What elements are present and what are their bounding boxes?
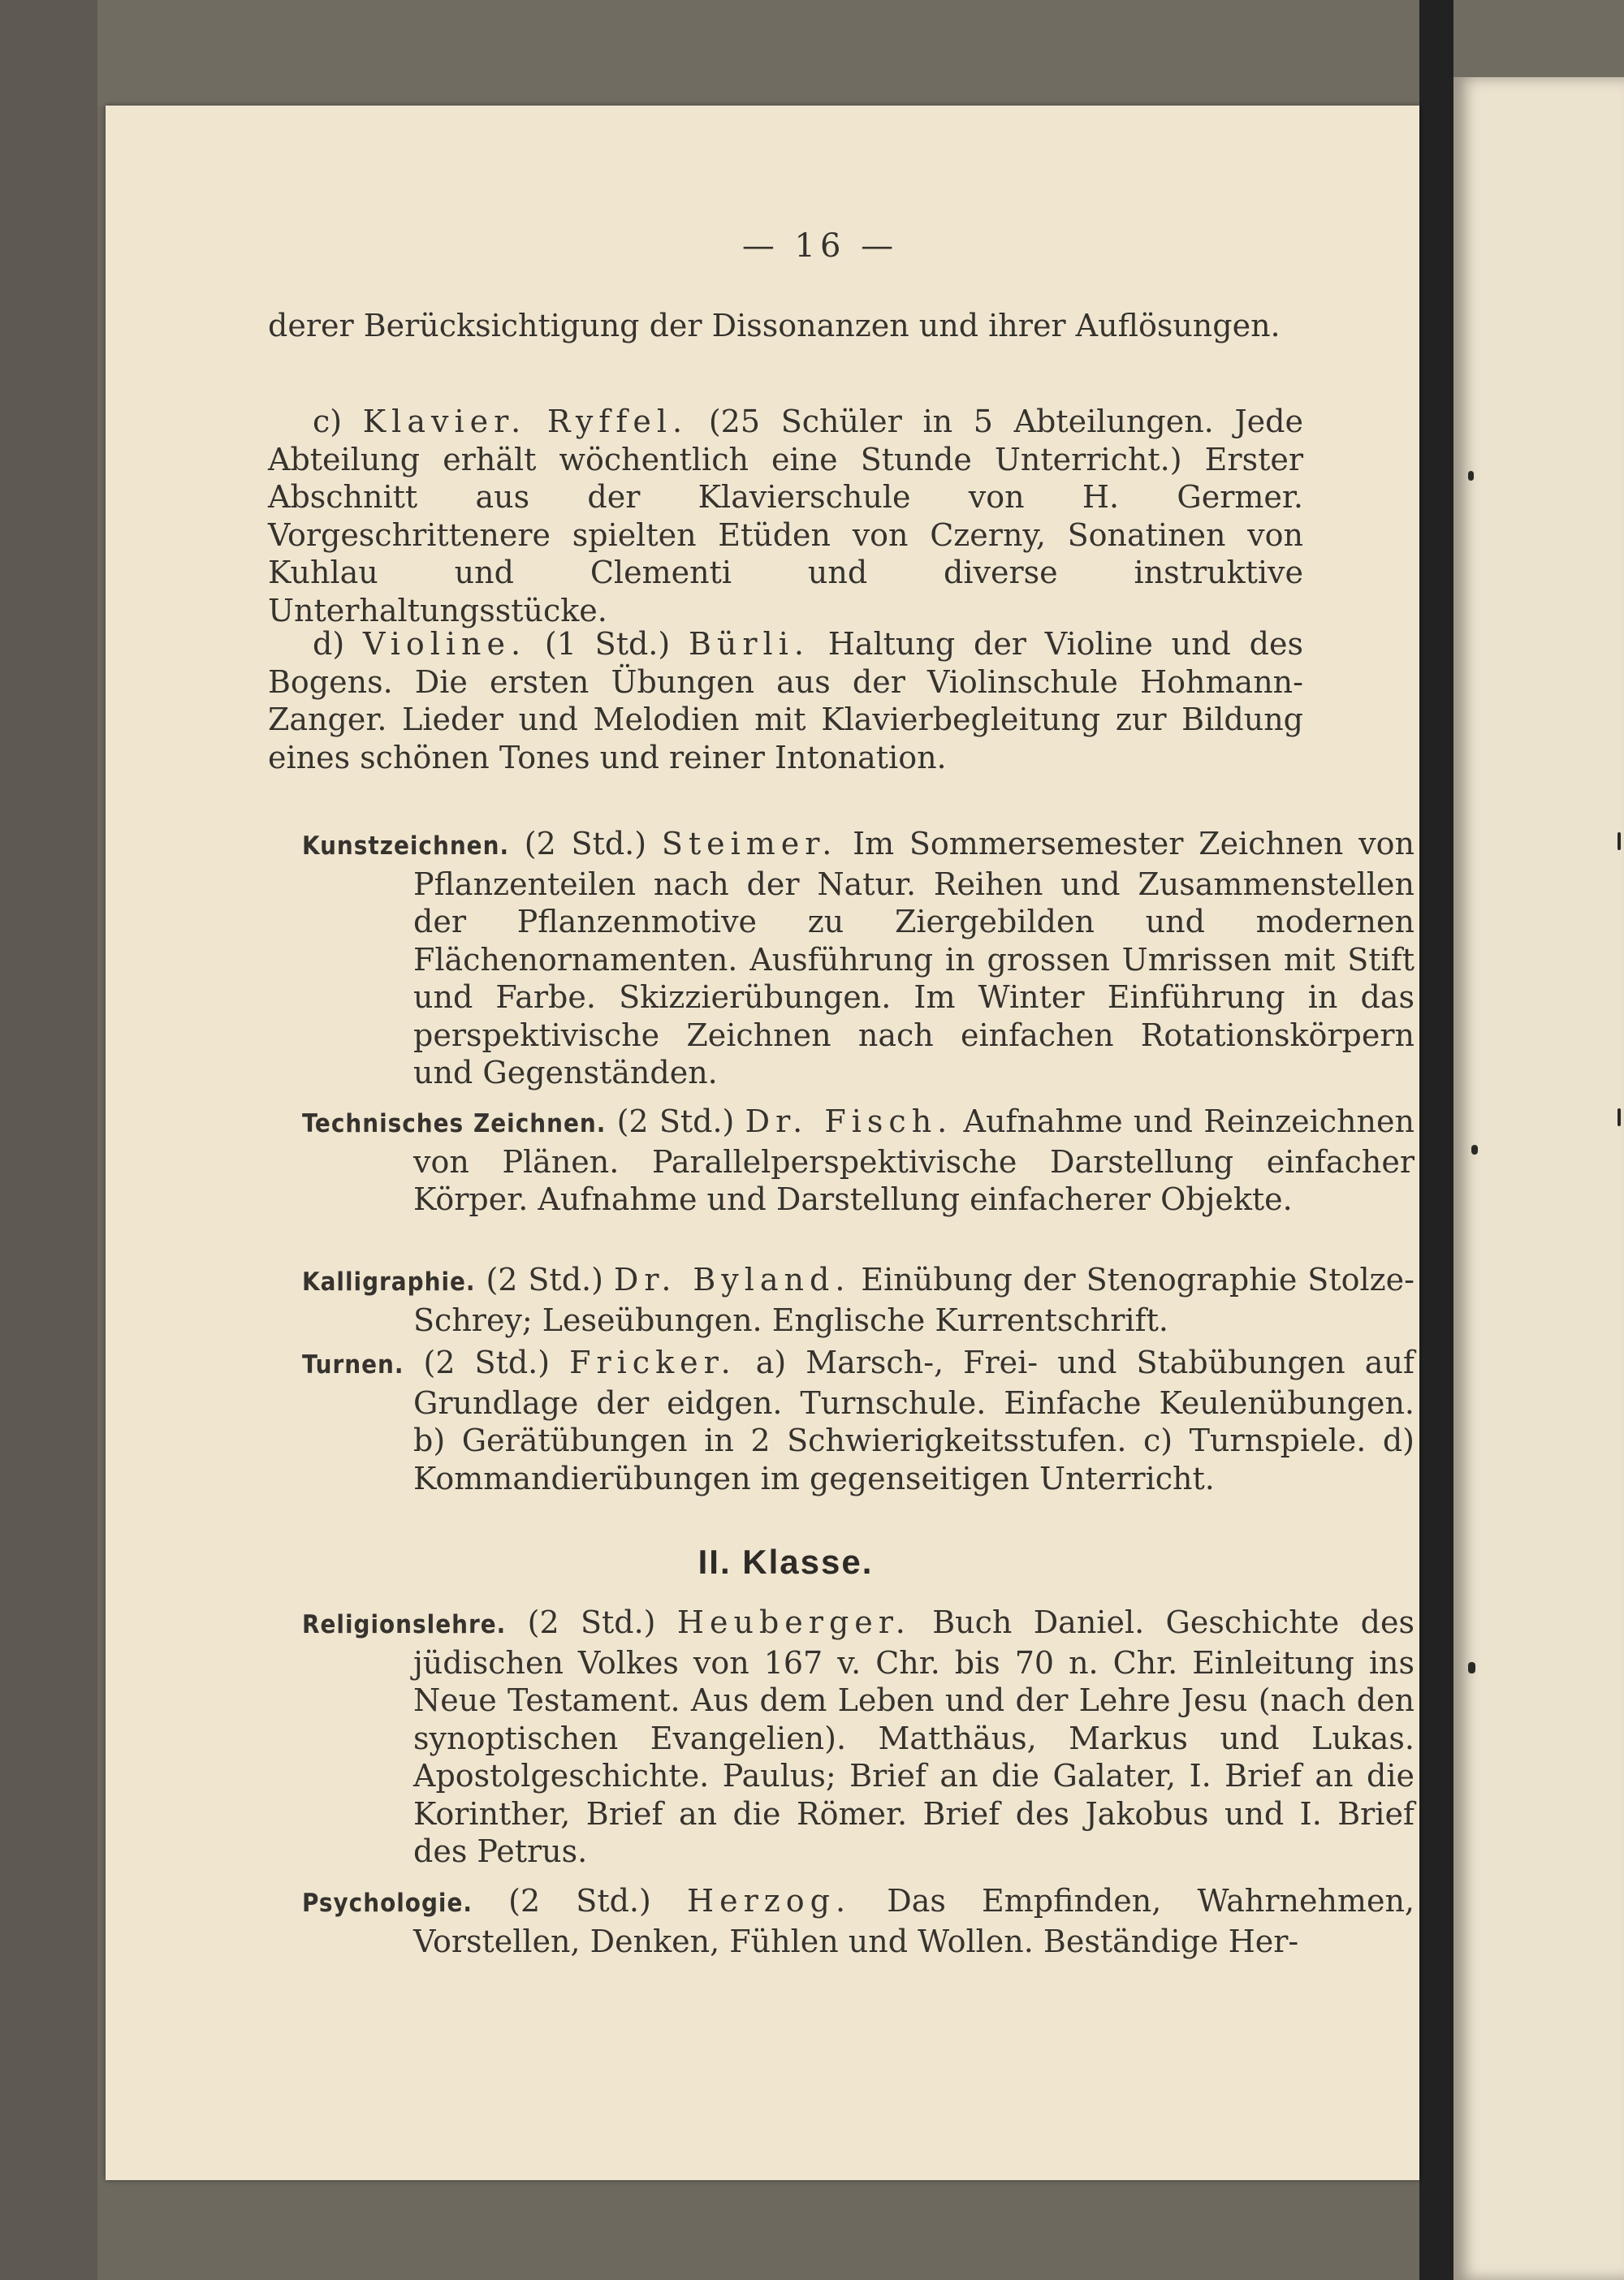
subject-teacher: Fricker. bbox=[569, 1345, 736, 1380]
subject-hours: (2 Std.) bbox=[524, 826, 647, 861]
subject-entry bbox=[302, 1261, 1415, 1339]
klavier-paragraph bbox=[268, 403, 1303, 629]
subject-hours: (2 Std.) bbox=[486, 1262, 603, 1298]
subject-text: Einübung der Stenographie Stolze-Schrey; Leseübungen. Englische Kurrentschrift. bbox=[413, 1262, 1415, 1338]
subject-title: Psychologie. bbox=[302, 1889, 473, 1918]
klavier-label: c) bbox=[313, 404, 363, 439]
subject-teacher: Dr. Fisch. bbox=[745, 1103, 953, 1139]
scan-top-edge bbox=[0, 0, 1624, 106]
subject-text: Das Empfinden, Wahrnehmen, Vorstellen, Denken, Fühlen und Wollen. Beständige Her- bbox=[413, 1883, 1415, 1959]
subject-hours: (2 Std.) bbox=[423, 1345, 551, 1380]
text-fragment-mark bbox=[1618, 832, 1621, 850]
subject-title: Turnen. bbox=[302, 1350, 404, 1380]
ink-speck bbox=[1468, 1662, 1475, 1673]
subject-text: Aufnahme und Reinzeichnen von Plänen. Parallelperspektivische Darstellung einfacher Körper. Aufnahme und Darstellung einfacherer Objekte. bbox=[413, 1103, 1415, 1217]
subject-title: Kalligraphie. bbox=[302, 1267, 476, 1297]
klavier-teacher: Ryffel. bbox=[546, 404, 689, 439]
subject-entry bbox=[302, 1103, 1415, 1219]
violine-name: Violine. bbox=[362, 626, 527, 662]
subject-title: Technisches Zeichnen. bbox=[302, 1109, 607, 1138]
subject-title: Religionslehre. bbox=[302, 1610, 507, 1639]
ink-speck bbox=[1468, 471, 1474, 481]
subject-entry bbox=[302, 1344, 1415, 1497]
book-binding-shadow bbox=[1419, 0, 1453, 2280]
intro-text: derer Berücksichtigung der Dissonanzen und ihrer Auflösungen. bbox=[268, 308, 1281, 343]
klavier-text: (25 Schüler in 5 Abteilungen. Jede Abteilung erhält wöchentlich eine Stunde Unterricht.) Erster Abschnitt aus der Klavierschule von H. Germer. Vorgeschrittenere spielten Etüden von Czerny, Sonatinen von Kuhlau und Clementi und diverse instruktive Unterhaltungsstücke. bbox=[268, 404, 1303, 628]
subject-teacher: Herzog. bbox=[686, 1883, 852, 1919]
subject-teacher: Heuberger. bbox=[676, 1604, 911, 1640]
klavier-name: Klavier. bbox=[362, 404, 527, 439]
class-heading: II. Klasse. bbox=[698, 1543, 874, 1581]
subject-teacher: Steimer. bbox=[661, 826, 838, 861]
violine-hours: (1 Std.) bbox=[544, 626, 671, 662]
subject-hours: (2 Std.) bbox=[616, 1103, 735, 1139]
violine-teacher: Bürli. bbox=[688, 626, 810, 662]
violine-paragraph bbox=[268, 625, 1303, 776]
violine-label: d) bbox=[313, 626, 363, 662]
scan-left-edge bbox=[0, 0, 97, 2280]
subject-entry bbox=[302, 1604, 1415, 1871]
subject-hours: (2 Std.) bbox=[508, 1883, 651, 1919]
page-number: — 16 — bbox=[741, 227, 899, 265]
subject-entry bbox=[302, 825, 1415, 1092]
subject-text: Im Sommersemester Zeichnen von Pflanzenteilen nach der Natur. Reihen und Zusammenstellen der Pflanzenmotive zu Ziergebilden und modernen Flächenornamenten. Ausführung in grossen Umrissen mit Stift und Farbe. Skizzierübungen. Im Winter Einführung in das perspektivische Zeichnen nach einfachen Rotationskörpern und Gegenständen. bbox=[413, 826, 1415, 1090]
subject-hours: (2 Std.) bbox=[527, 1604, 656, 1640]
subject-text: a) Marsch-, Frei- und Stabübungen auf Grundlage der eidgen. Turnschule. Einfache Keulenübungen. b) Gerätübungen in 2 Schwierigkeitsstufen. c) Turnspiele. d) Kommandierübungen im gegenseitigen Unterricht. bbox=[413, 1345, 1415, 1496]
subject-teacher: Dr. Byland. bbox=[613, 1262, 851, 1298]
subject-title: Kunstzeichnen. bbox=[302, 831, 510, 861]
subject-entry bbox=[302, 1882, 1415, 1960]
subject-text: Buch Daniel. Geschichte des jüdischen Volkes von 167 v. Chr. bis 70 n. Chr. Einleitung ins Neue Testament. Aus dem Leben und der Lehre Jesu (nach den synoptischen Evangelien). Matthäus, Markus und Lukas. Apostolgeschichte. Paulus; Brief an die Galater, I. Brief an die Korinther, Brief an die Römer. Brief des Jakobus und I. Brief des Petrus. bbox=[413, 1604, 1415, 1869]
ink-speck bbox=[1471, 1145, 1478, 1155]
text-fragment-mark bbox=[1618, 1108, 1621, 1126]
violine-text: Haltung der Violine und des Bogens. Die ersten Übungen aus der Violinschule Hohmann-Zanger. Lieder und Melodien mit Klavierbegleitung zur Bildung eines schönen Tones und reiner Intonation. bbox=[268, 626, 1303, 775]
intro-continuation bbox=[268, 307, 1303, 345]
adjacent-page-edge bbox=[1453, 77, 1624, 2280]
